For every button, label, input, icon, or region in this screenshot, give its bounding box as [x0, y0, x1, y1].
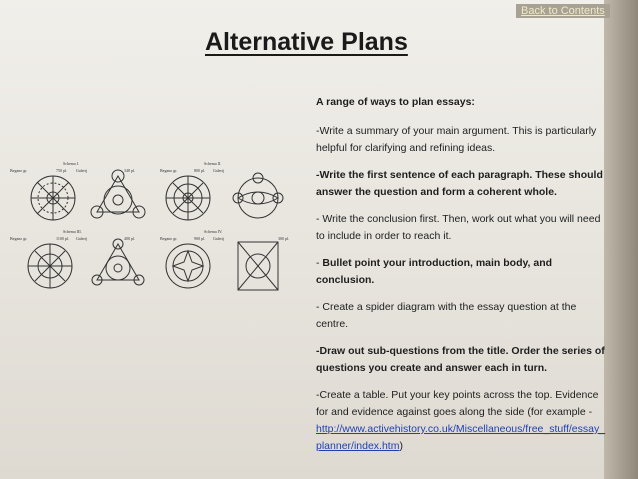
closing-paren: ) — [399, 440, 403, 452]
plan-method-table — [316, 387, 608, 455]
plan-method-summary: -Write a summary of your main argument. This is particularly helpful for clarifying and refining ideas. — [316, 125, 597, 154]
figure-label: Galerij — [76, 168, 88, 173]
plan-method-spider-diagram: - Create a spider diagram with the essay question at the centre. — [316, 301, 577, 330]
plan-7 — [166, 244, 210, 288]
slide-content — [316, 94, 608, 465]
figure-label: Galerij — [213, 168, 225, 173]
figure-label: Galerij — [76, 236, 88, 241]
figure-label: Schema IV. — [204, 229, 223, 234]
plan-5 — [28, 244, 72, 288]
slide-title: Alternative Plans — [205, 28, 408, 56]
plan-6 — [92, 239, 144, 285]
figure-label: Galerij — [213, 236, 225, 241]
figure-label: Schema II. — [204, 161, 222, 166]
slide-edge-band — [604, 0, 638, 479]
floor-plans-image — [8, 158, 308, 303]
figure-label: 400 pl. — [124, 236, 136, 241]
plan-2 — [91, 170, 145, 218]
plan-method-conclusion-first: - Write the conclusion first. Then, work out what you will need to include in order to reach it. — [316, 213, 601, 242]
figure-label: 1100 pl. — [56, 236, 69, 241]
plan-method-sub-questions: -Draw out sub-questions from the title. Order the series of questions you create and answer each in turn. — [316, 345, 605, 374]
plan-3 — [166, 176, 210, 220]
figure-label: Begano gr. — [160, 168, 178, 173]
bullet-prefix: - — [316, 257, 323, 269]
figure-label: 300 pl. — [278, 236, 290, 241]
plan-4 — [233, 173, 283, 218]
back-to-contents-link[interactable]: Back to Contents — [516, 4, 610, 18]
table-method-text: -Create a table. Put your key points across the top. Evidence for and evidence against goes along the side (for example - — [316, 389, 599, 418]
floor-plans-drawing — [8, 158, 308, 303]
plan-method-bullet-points — [316, 255, 608, 289]
figure-label: Schema III. — [63, 229, 82, 234]
figure-label: Schema I. — [63, 161, 79, 166]
figure-label: Begano gr. — [160, 236, 178, 241]
plan-1 — [31, 176, 75, 220]
figure-label: Begano gr. — [10, 168, 28, 173]
active-history-link[interactable]: http://www.activehistory.co.uk/Miscellaneous/free_stuff/essay_planner/index.htm — [316, 423, 606, 452]
figure-label: Begano gr. — [10, 236, 28, 241]
plan-8 — [238, 242, 278, 290]
figure-label: 750 pl. — [56, 168, 68, 173]
content-heading: A range of ways to plan essays: — [316, 96, 475, 108]
figure-label: 800 pl. — [194, 168, 206, 173]
bullet-bold-text: Bullet point your introduction, main body, and conclusion. — [316, 257, 553, 286]
plan-method-first-sentences: -Write the first sentence of each paragraph. These should answer the question and form a coherent whole. — [316, 169, 603, 198]
figure-label: 348 pl. — [124, 168, 136, 173]
figure-label: 900 pl. — [194, 236, 206, 241]
